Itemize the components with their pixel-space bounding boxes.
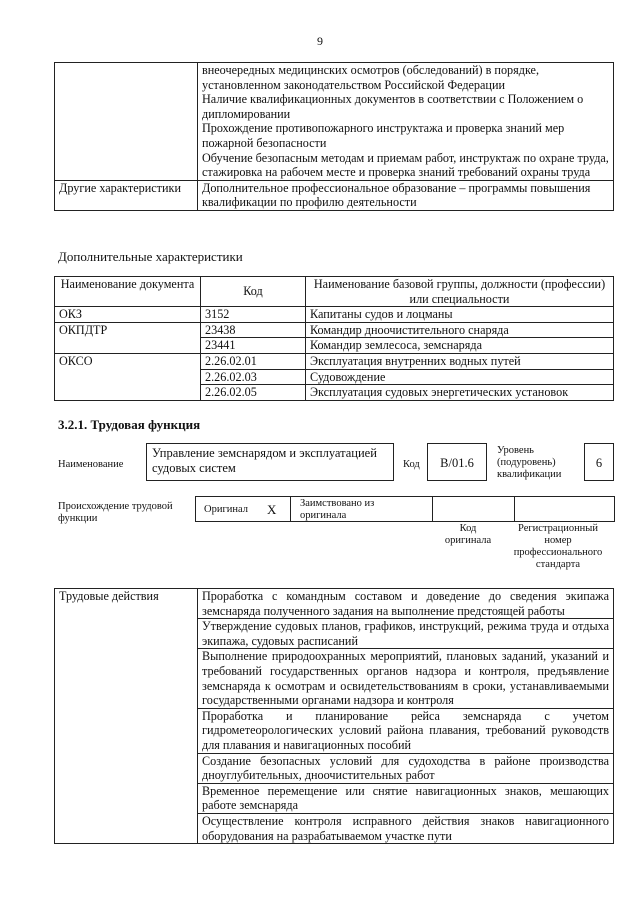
function-code-box: B/01.6 <box>427 443 487 481</box>
row-label-other: Другие характеристики <box>55 180 198 210</box>
requirements-table <box>54 62 614 211</box>
group-name: Капитаны судов и лоцманы <box>306 307 614 323</box>
action-item: Проработка с командным составом и доведение до сведения экипажа земснаряда полученного задания на выполнение предстоящей работы <box>198 589 614 619</box>
group-name: Командир землесоса, земснаряда <box>306 338 614 354</box>
code-cell: 23438 <box>201 322 306 338</box>
requirements-cell <box>198 63 614 181</box>
actions-label: Трудовые действия <box>55 589 198 844</box>
document-name: ОКПДТР <box>55 322 201 353</box>
document-name: ОКЗ <box>55 307 201 323</box>
function-heading: 3.2.1. Трудовая функция <box>58 417 201 432</box>
requirement-text: внеочередных медицинских осмотров (обследований) в порядке, установленном законодательством Российской Федерации <box>202 63 540 92</box>
function-name-box: Управление земснарядом и эксплуатацией судовых систем <box>146 443 394 481</box>
requirement-text: Обучение безопасным методам и приемам работ, инструктаж по охране труда, стажировка на рабочем месте и проверка знаний требований охраны труда <box>202 150 609 180</box>
labor-actions-table <box>54 588 614 844</box>
requirement-text: Наличие квалификационных документов в соответствии с Положением о дипломировании <box>202 92 584 121</box>
table-row <box>55 589 614 619</box>
action-item: Осуществление контроля исправного действия знаков навигационного оборудования на разрабатываемом участке пути <box>198 813 614 843</box>
requirement-text: Прохождение противопожарного инструктажа и проверка знаний мер пожарной безопасности <box>202 121 565 150</box>
origin-label: Происхождение трудовой функции <box>58 501 173 524</box>
action-item: Утверждение судовых планов, графиков, инструкций, режима труда и отдыха экипажа, судовых расписаний <box>198 619 614 649</box>
borrowed-label: Заимствовано из оригинала <box>300 498 375 521</box>
document-name: ОКСО <box>55 353 201 400</box>
group-name: Эксплуатация судовых энергетических установок <box>306 385 614 401</box>
row-label <box>55 63 198 181</box>
action-item: Выполнение природоохранных мероприятий, плановых заданий, указаний и требований государственных органов надзора и контроля, предъявление земснаряда к осмотрам и освидетельствованиям в сроки, устанавливаемыми государственными органами надзора и контроля <box>198 649 614 708</box>
column-header: Наименование базовой группы, должности (профессии) или специальности <box>306 277 614 307</box>
additional-characteristics-title: Дополнительные характеристики <box>58 249 243 264</box>
column-header: Наименование документа <box>55 277 201 307</box>
group-name: Судовождение <box>306 369 614 385</box>
original-label: Оригинал <box>204 504 248 515</box>
original-mark: X <box>267 502 277 517</box>
table-row <box>55 63 614 181</box>
origin-divider <box>514 497 515 521</box>
code-cell: 2.26.02.01 <box>201 353 306 369</box>
table-header-row <box>55 277 614 307</box>
origin-divider <box>290 497 291 521</box>
page-number: 9 <box>317 34 323 48</box>
code-label: Код <box>403 459 420 470</box>
level-label: Уровень (подуровень) квалификации <box>497 445 562 480</box>
group-name: Эксплуатация внутренних водных путей <box>306 353 614 369</box>
code-cell: 23441 <box>201 338 306 354</box>
action-item: Временное перемещение или снятие навигационных знаков, мешающих работе земснаряда <box>198 783 614 813</box>
code-cell: 3152 <box>201 307 306 323</box>
column-header: Код <box>201 277 306 307</box>
table-row <box>55 322 614 338</box>
code-original-caption: Код оригинала <box>444 523 492 546</box>
other-characteristics-cell: Дополнительное профессиональное образование – программы повышения квалификации по профилю деятельности <box>198 180 614 210</box>
group-name: Командир дноочистительного снаряда <box>306 322 614 338</box>
code-cell: 2.26.02.03 <box>201 369 306 385</box>
level-value-box: 6 <box>584 443 614 481</box>
action-item: Проработка и планирование рейса земснаряда с учетом гидрометеорологических условий района плавания, требований руководств для плавания и навигационных пособий <box>198 708 614 753</box>
table-row <box>55 180 614 210</box>
additional-characteristics-table <box>54 276 614 401</box>
action-item: Создание безопасных условий для судоходства в районе производства дноуглубительных, дноочистительных работ <box>198 753 614 783</box>
origin-box <box>195 496 615 522</box>
name-label: Наименование <box>58 459 124 470</box>
table-row <box>55 353 614 369</box>
reg-number-caption: Регистрационный номер профессионального стандарта <box>513 523 603 570</box>
origin-divider <box>432 497 433 521</box>
table-row <box>55 307 614 323</box>
code-cell: 2.26.02.05 <box>201 385 306 401</box>
